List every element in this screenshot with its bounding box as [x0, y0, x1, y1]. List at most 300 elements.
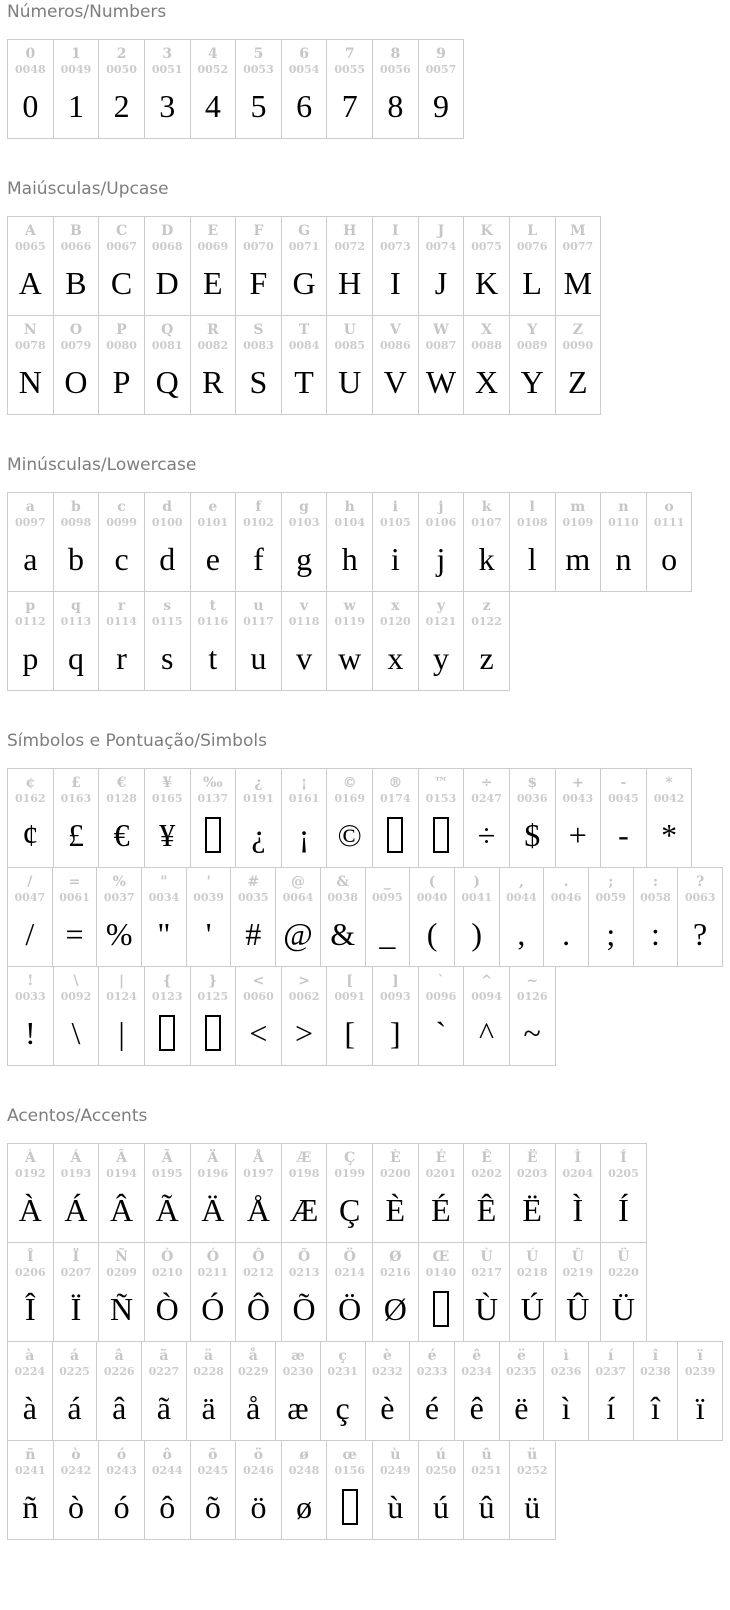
glyph-cell-0087: [418, 315, 465, 415]
reference-char-label: S: [253, 322, 264, 338]
reference-char-label: (: [428, 874, 436, 890]
glyph-cell-0055: [326, 39, 373, 139]
reference-char-label: ^: [480, 973, 493, 989]
glyph-cell-0238: [633, 1341, 679, 1441]
reference-char-label: ‰: [203, 775, 223, 791]
glyph-cell-0065: [7, 216, 54, 316]
notdef-box-icon: [433, 817, 449, 853]
glyph-preview: y: [432, 639, 449, 676]
reference-char-label: È: [389, 1150, 401, 1166]
reference-char-label: N: [23, 322, 37, 338]
section-symbols: [7, 731, 723, 1066]
section-title-accents: Acentos/Accents: [7, 1106, 148, 1126]
reference-char-label: j: [438, 499, 444, 515]
glyph-cell-0117: [235, 591, 282, 691]
reference-char-label: |: [119, 973, 125, 989]
reference-char-label: Í: [620, 1150, 627, 1166]
reference-char-label: Â: [116, 1150, 127, 1166]
glyph-preview: ê: [469, 1389, 484, 1426]
char-decimal-code: 0203: [516, 1167, 548, 1180]
reference-char-label: ¿: [254, 775, 263, 791]
glyph-preview: ;: [606, 915, 616, 952]
glyph-preview: î: [651, 1389, 660, 1426]
char-decimal-code: 0038: [327, 891, 358, 904]
reference-char-label: ): [473, 874, 481, 890]
glyph-preview: ò: [67, 1488, 84, 1525]
reference-char-label: û: [481, 1447, 492, 1463]
char-decimal-code: 0204: [562, 1167, 594, 1180]
glyph-preview: 3: [159, 87, 176, 124]
char-decimal-code: 0220: [608, 1266, 639, 1279]
char-decimal-code: 0156: [334, 1464, 365, 1477]
glyph-preview: R: [202, 363, 224, 400]
reference-char-label: l: [529, 499, 535, 515]
glyph-preview: m: [565, 540, 591, 577]
glyph-notdef: [205, 806, 221, 863]
glyph-preview: Ç: [339, 1191, 361, 1228]
glyph-cell-0191: [235, 768, 282, 868]
glyph-cell-0076: [509, 216, 556, 316]
reference-char-label: G: [298, 223, 311, 239]
reference-char-label: v: [299, 598, 309, 614]
glyph-cell-0056: [372, 39, 419, 139]
glyph-cell-0124: [98, 966, 145, 1066]
reference-char-label: R: [206, 322, 219, 338]
char-decimal-code: 0097: [15, 516, 46, 529]
glyph-cell-0206: [7, 1242, 54, 1342]
glyph-cell-0251: [463, 1440, 510, 1540]
char-decimal-code: 0081: [151, 339, 183, 352]
char-decimal-code: 0241: [15, 1464, 46, 1477]
section-lowercase: [7, 455, 723, 691]
glyph-preview: J: [434, 264, 448, 301]
reference-char-label: ú: [435, 1447, 447, 1463]
glyph-preview: À: [18, 1191, 42, 1228]
glyph-cell-0081: [144, 315, 191, 415]
glyph-preview: å: [246, 1389, 261, 1426]
char-decimal-code: 0060: [243, 990, 274, 1003]
reference-char-label: ç: [338, 1348, 347, 1364]
glyph-cell-0140: [418, 1242, 465, 1342]
char-decimal-code: 0088: [471, 339, 502, 352]
glyph-cell-0111: [646, 492, 693, 592]
glyph-cell-0041: [454, 867, 500, 967]
char-decimal-code: 0128: [106, 792, 137, 805]
char-decimal-code: 0213: [288, 1266, 320, 1279]
glyph-cell-0217: [463, 1242, 510, 1342]
glyph-preview: €: [113, 816, 130, 853]
char-decimal-code: 0237: [595, 1365, 627, 1378]
glyph-preview: Y: [520, 363, 544, 400]
char-decimal-code: 0059: [595, 891, 627, 904]
glyph-cell-0086: [372, 315, 419, 415]
glyph-preview: Ø: [383, 1290, 407, 1327]
char-decimal-code: 0169: [334, 792, 365, 805]
notdef-box-icon: [205, 817, 221, 853]
glyph-cell-0046: [543, 867, 589, 967]
char-decimal-code: 0111: [653, 516, 685, 529]
reference-char-label: w: [343, 598, 356, 614]
glyph-cell-0209: [98, 1242, 145, 1342]
glyph-preview: ¿: [251, 816, 266, 853]
char-decimal-code: 0077: [562, 240, 594, 253]
glyph-cell-0038: [320, 867, 366, 967]
notdef-box-icon: [159, 1015, 175, 1051]
reference-char-label: Æ: [296, 1150, 312, 1166]
char-decimal-code: 0196: [197, 1167, 229, 1180]
glyph-preview: [: [344, 1014, 356, 1051]
reference-char-label: 7: [344, 46, 355, 62]
glyph-cell-0121: [418, 591, 465, 691]
glyph-row: [7, 39, 723, 139]
glyph-cell-0218: [509, 1242, 556, 1342]
reference-char-label: }: [208, 973, 218, 989]
reference-char-label: V: [389, 322, 401, 338]
glyph-cell-0119: [326, 591, 373, 691]
glyph-preview: Ö: [338, 1290, 362, 1327]
glyph-preview: á: [67, 1389, 82, 1426]
glyph-cell-0202: [463, 1143, 510, 1243]
glyph-cell-0234: [454, 1341, 500, 1441]
notdef-box-icon: [433, 1291, 449, 1327]
glyph-cell-0192: [7, 1143, 54, 1243]
char-decimal-code: 0122: [471, 615, 502, 628]
glyph-preview: K: [475, 264, 499, 301]
reference-char-label: 3: [162, 46, 173, 62]
glyph-cell-0203: [509, 1143, 556, 1243]
char-decimal-code: 0198: [288, 1167, 320, 1180]
reference-char-label: y: [436, 598, 445, 614]
glyph-cell-0108: [509, 492, 556, 592]
reference-char-label: Û: [571, 1249, 584, 1265]
glyph-preview: $: [524, 816, 541, 853]
char-decimal-code: 0107: [471, 516, 502, 529]
char-decimal-code: 0044: [506, 891, 537, 904]
glyph-cell-0093: [372, 966, 419, 1066]
reference-char-label: $: [527, 775, 538, 791]
reference-char-label: è: [382, 1348, 392, 1364]
reference-char-label: ï: [697, 1348, 703, 1364]
reference-char-label: Ã: [161, 1150, 173, 1166]
char-decimal-code: 0074: [425, 240, 457, 253]
glyph-preview: +: [568, 816, 587, 853]
glyph-cell-0162: [7, 768, 54, 868]
reference-char-label: F: [253, 223, 264, 239]
glyph-preview: â: [112, 1389, 127, 1426]
glyph-preview: S: [249, 363, 268, 400]
glyph-cell-0100: [144, 492, 191, 592]
char-decimal-code: 0219: [562, 1266, 594, 1279]
reference-char-label: >: [298, 973, 310, 989]
reference-char-label: Ê: [481, 1150, 492, 1166]
reference-char-label: Ä: [207, 1150, 219, 1166]
glyph-cell-0204: [555, 1143, 602, 1243]
reference-char-label: œ: [342, 1447, 357, 1463]
glyph-preview: N: [18, 363, 42, 400]
notdef-box-icon: [342, 1489, 358, 1525]
glyph-preview: t: [208, 639, 218, 676]
section-numbers: [7, 2, 723, 139]
glyph-preview: T: [294, 363, 314, 400]
glyph-cell-0201: [418, 1143, 465, 1243]
glyph-preview: ": [157, 915, 171, 952]
glyph-preview: è: [380, 1389, 395, 1426]
glyph-preview: 1: [67, 87, 84, 124]
char-decimal-code: 0063: [684, 891, 716, 904]
glyph-preview: ë: [514, 1389, 529, 1426]
charmap-sections: [7, 2, 723, 1540]
reference-char-label: E: [207, 223, 219, 239]
reference-char-label: 2: [116, 46, 127, 62]
glyph-cell-0195: [144, 1143, 191, 1243]
glyph-preview: Ã: [155, 1191, 179, 1228]
reference-char-label: [: [346, 973, 353, 989]
glyph-cell-0224: [7, 1341, 53, 1441]
char-decimal-code: 0079: [60, 339, 92, 352]
glyph-cell-0109: [555, 492, 602, 592]
glyph-preview: ô: [159, 1488, 176, 1525]
char-decimal-code: 0245: [197, 1464, 229, 1477]
reference-char-label: `: [437, 973, 445, 989]
reference-char-label: ù: [390, 1447, 401, 1463]
glyph-preview: Ì: [572, 1191, 584, 1228]
glyph-preview: H: [338, 264, 362, 301]
reference-char-label: m: [570, 499, 586, 515]
glyph-cell-0137: [190, 768, 237, 868]
reference-char-label: Œ: [432, 1249, 450, 1265]
char-decimal-code: 0036: [516, 792, 548, 805]
reference-char-label: ]: [392, 973, 399, 989]
reference-char-label: æ: [291, 1348, 305, 1364]
glyph-cell-0097: [7, 492, 54, 592]
reference-char-label: ò: [71, 1447, 81, 1463]
reference-char-label: Ø: [389, 1249, 402, 1265]
glyph-cell-0071: [281, 216, 328, 316]
glyph-preview: C: [110, 264, 133, 301]
glyph-preview: o: [661, 540, 678, 577]
reference-char-label: J: [437, 223, 445, 239]
glyph-cell-0227: [141, 1341, 187, 1441]
glyph-cell-0210: [144, 1242, 191, 1342]
glyph-preview: Ò: [155, 1290, 179, 1327]
glyph-preview: 6: [296, 87, 313, 124]
glyph-preview: 2: [113, 87, 130, 124]
glyph-preview: E: [203, 264, 223, 301]
reference-char-label: D: [161, 223, 174, 239]
char-decimal-code: 0210: [151, 1266, 183, 1279]
char-decimal-code: 0235: [506, 1365, 537, 1378]
char-decimal-code: 0051: [151, 63, 183, 76]
glyph-preview: %: [105, 915, 133, 952]
glyph-preview: Ê: [476, 1191, 497, 1228]
char-decimal-code: 0070: [243, 240, 274, 253]
reference-char-label: Ñ: [115, 1249, 128, 1265]
char-decimal-code: 0052: [197, 63, 229, 76]
glyph-preview: õ: [204, 1488, 221, 1525]
char-decimal-code: 0205: [608, 1167, 639, 1180]
char-decimal-code: 0232: [372, 1365, 403, 1378]
glyph-cell-0199: [326, 1143, 373, 1243]
glyph-cell-0214: [326, 1242, 373, 1342]
reference-char-label: Ò: [161, 1249, 174, 1265]
glyph-preview: `: [435, 1014, 447, 1051]
char-decimal-code: 0065: [15, 240, 46, 253]
glyph-preview: g: [296, 540, 313, 577]
glyph-preview: Q: [155, 363, 179, 400]
char-decimal-code: 0121: [425, 615, 457, 628]
glyph-cell-0103: [281, 492, 328, 592]
glyph-preview: Ú: [520, 1290, 544, 1327]
reference-char-label: H: [343, 223, 357, 239]
char-decimal-code: 0230: [282, 1365, 314, 1378]
glyph-preview: é: [424, 1389, 440, 1426]
char-decimal-code: 0137: [197, 792, 229, 805]
glyph-cell-0070: [235, 216, 282, 316]
reference-char-label: P: [116, 322, 127, 338]
glyph-preview: a: [23, 540, 38, 577]
glyph-preview: l: [527, 540, 537, 577]
glyph-row: [7, 1242, 723, 1342]
glyph-cell-0231: [320, 1341, 366, 1441]
glyph-cell-0036: [509, 768, 556, 868]
section-title-lowercase: Minúsculas/Lowercase: [7, 455, 197, 475]
char-decimal-code: 0191: [243, 792, 274, 805]
glyph-preview: Ô: [246, 1290, 270, 1327]
notdef-box-icon: [387, 817, 403, 853]
glyph-cell-0063: [677, 867, 723, 967]
reference-char-label: ä: [204, 1348, 214, 1364]
glyph-cell-0052: [190, 39, 237, 139]
reference-char-label: Ü: [617, 1249, 630, 1265]
reference-char-label: 5: [253, 46, 264, 62]
glyph-cell-0094: [463, 966, 510, 1066]
glyph-cell-0163: [53, 768, 100, 868]
glyph-preview: :: [651, 915, 660, 952]
glyph-preview: ©: [337, 816, 362, 853]
glyph-preview: í: [606, 1389, 616, 1426]
reference-char-label: a: [25, 499, 35, 515]
reference-char-label: ': [206, 874, 211, 890]
reference-char-label: Z: [572, 322, 583, 338]
glyph-cell-0244: [144, 1440, 191, 1540]
char-decimal-code: 0049: [60, 63, 92, 76]
reference-char-label: é: [427, 1348, 437, 1364]
char-decimal-code: 0064: [282, 891, 314, 904]
glyph-cell-0067: [98, 216, 145, 316]
glyph-preview: k: [478, 540, 495, 577]
glyph-preview: Û: [566, 1290, 590, 1327]
glyph-cell-0113: [53, 591, 100, 691]
glyph-preview: ': [205, 915, 212, 952]
reference-char-label: ì: [563, 1348, 569, 1364]
glyph-preview: q: [67, 639, 84, 676]
glyph-preview: Ä: [201, 1191, 225, 1228]
reference-char-label: Ú: [526, 1249, 539, 1265]
glyph-notdef: [387, 806, 403, 863]
glyph-cell-0239: [677, 1341, 723, 1441]
glyph-preview: \: [71, 1014, 81, 1051]
char-decimal-code: 0106: [425, 516, 457, 529]
char-decimal-code: 0119: [334, 615, 365, 628]
reference-char-label: h: [344, 499, 355, 515]
glyph-preview: û: [478, 1488, 495, 1525]
reference-char-label: ¢: [25, 775, 36, 791]
char-decimal-code: 0069: [197, 240, 229, 253]
reference-char-label: -: [620, 775, 627, 791]
reference-char-label: g: [299, 499, 309, 515]
glyph-cell-0216: [372, 1242, 419, 1342]
glyph-preview: 7: [341, 87, 358, 124]
glyph-cell-0090: [555, 315, 602, 415]
glyph-cell-0110: [600, 492, 647, 592]
glyph-preview: e: [205, 540, 220, 577]
reference-char-label: Õ: [297, 1249, 311, 1265]
char-decimal-code: 0161: [288, 792, 320, 805]
glyph-cell-0102: [235, 492, 282, 592]
glyph-cell-0249: [372, 1440, 419, 1540]
char-decimal-code: 0075: [471, 240, 502, 253]
glyph-preview: F: [249, 264, 268, 301]
glyph-cell-0092: [53, 966, 100, 1066]
glyph-preview: ÷: [477, 816, 496, 853]
glyph-preview: f: [253, 540, 264, 577]
reference-char-label: A: [24, 223, 36, 239]
glyph-preview: Î: [24, 1290, 36, 1327]
char-decimal-code: 0248: [288, 1464, 320, 1477]
char-decimal-code: 0116: [197, 615, 229, 628]
reference-char-label: \: [73, 973, 79, 989]
glyph-cell-0104: [326, 492, 373, 592]
glyph-row: [7, 591, 723, 691]
reference-char-label: ¡: [300, 775, 308, 791]
glyph-preview: !: [24, 1014, 36, 1051]
glyph-cell-0072: [326, 216, 373, 316]
char-decimal-code: 0114: [106, 615, 137, 628]
glyph-cell-0156: [326, 1440, 373, 1540]
char-decimal-code: 0092: [60, 990, 92, 1003]
glyph-preview: j: [436, 540, 446, 577]
glyph-row: [7, 1341, 723, 1441]
glyph-cell-0078: [7, 315, 54, 415]
char-decimal-code: 0218: [516, 1266, 548, 1279]
glyph-preview: r: [116, 639, 127, 676]
char-decimal-code: 0037: [103, 891, 135, 904]
reference-char-label: Ï: [72, 1249, 80, 1265]
reference-char-label: W: [433, 322, 449, 338]
glyph-preview: p: [22, 639, 39, 676]
reference-char-label: B: [70, 223, 82, 239]
reference-char-label: Y: [527, 322, 538, 338]
glyph-cell-0047: [7, 867, 53, 967]
section-upcase: [7, 179, 723, 415]
char-decimal-code: 0197: [243, 1167, 274, 1180]
glyph-cell-0250: [418, 1440, 465, 1540]
char-decimal-code: 0239: [684, 1365, 716, 1378]
glyph-preview: ): [471, 915, 483, 952]
char-decimal-code: 0033: [15, 990, 46, 1003]
reference-char-label: Ë: [526, 1150, 538, 1166]
glyph-preview: 4: [204, 87, 221, 124]
glyph-cell-0219: [555, 1242, 602, 1342]
reference-char-label: L: [527, 223, 538, 239]
char-decimal-code: 0228: [193, 1365, 224, 1378]
char-decimal-code: 0080: [106, 339, 137, 352]
reference-char-label: i: [392, 499, 398, 515]
reference-char-label: õ: [208, 1447, 218, 1463]
glyph-preview: G: [292, 264, 316, 301]
glyph-cell-0128: [98, 768, 145, 868]
char-decimal-code: 0061: [59, 891, 90, 904]
